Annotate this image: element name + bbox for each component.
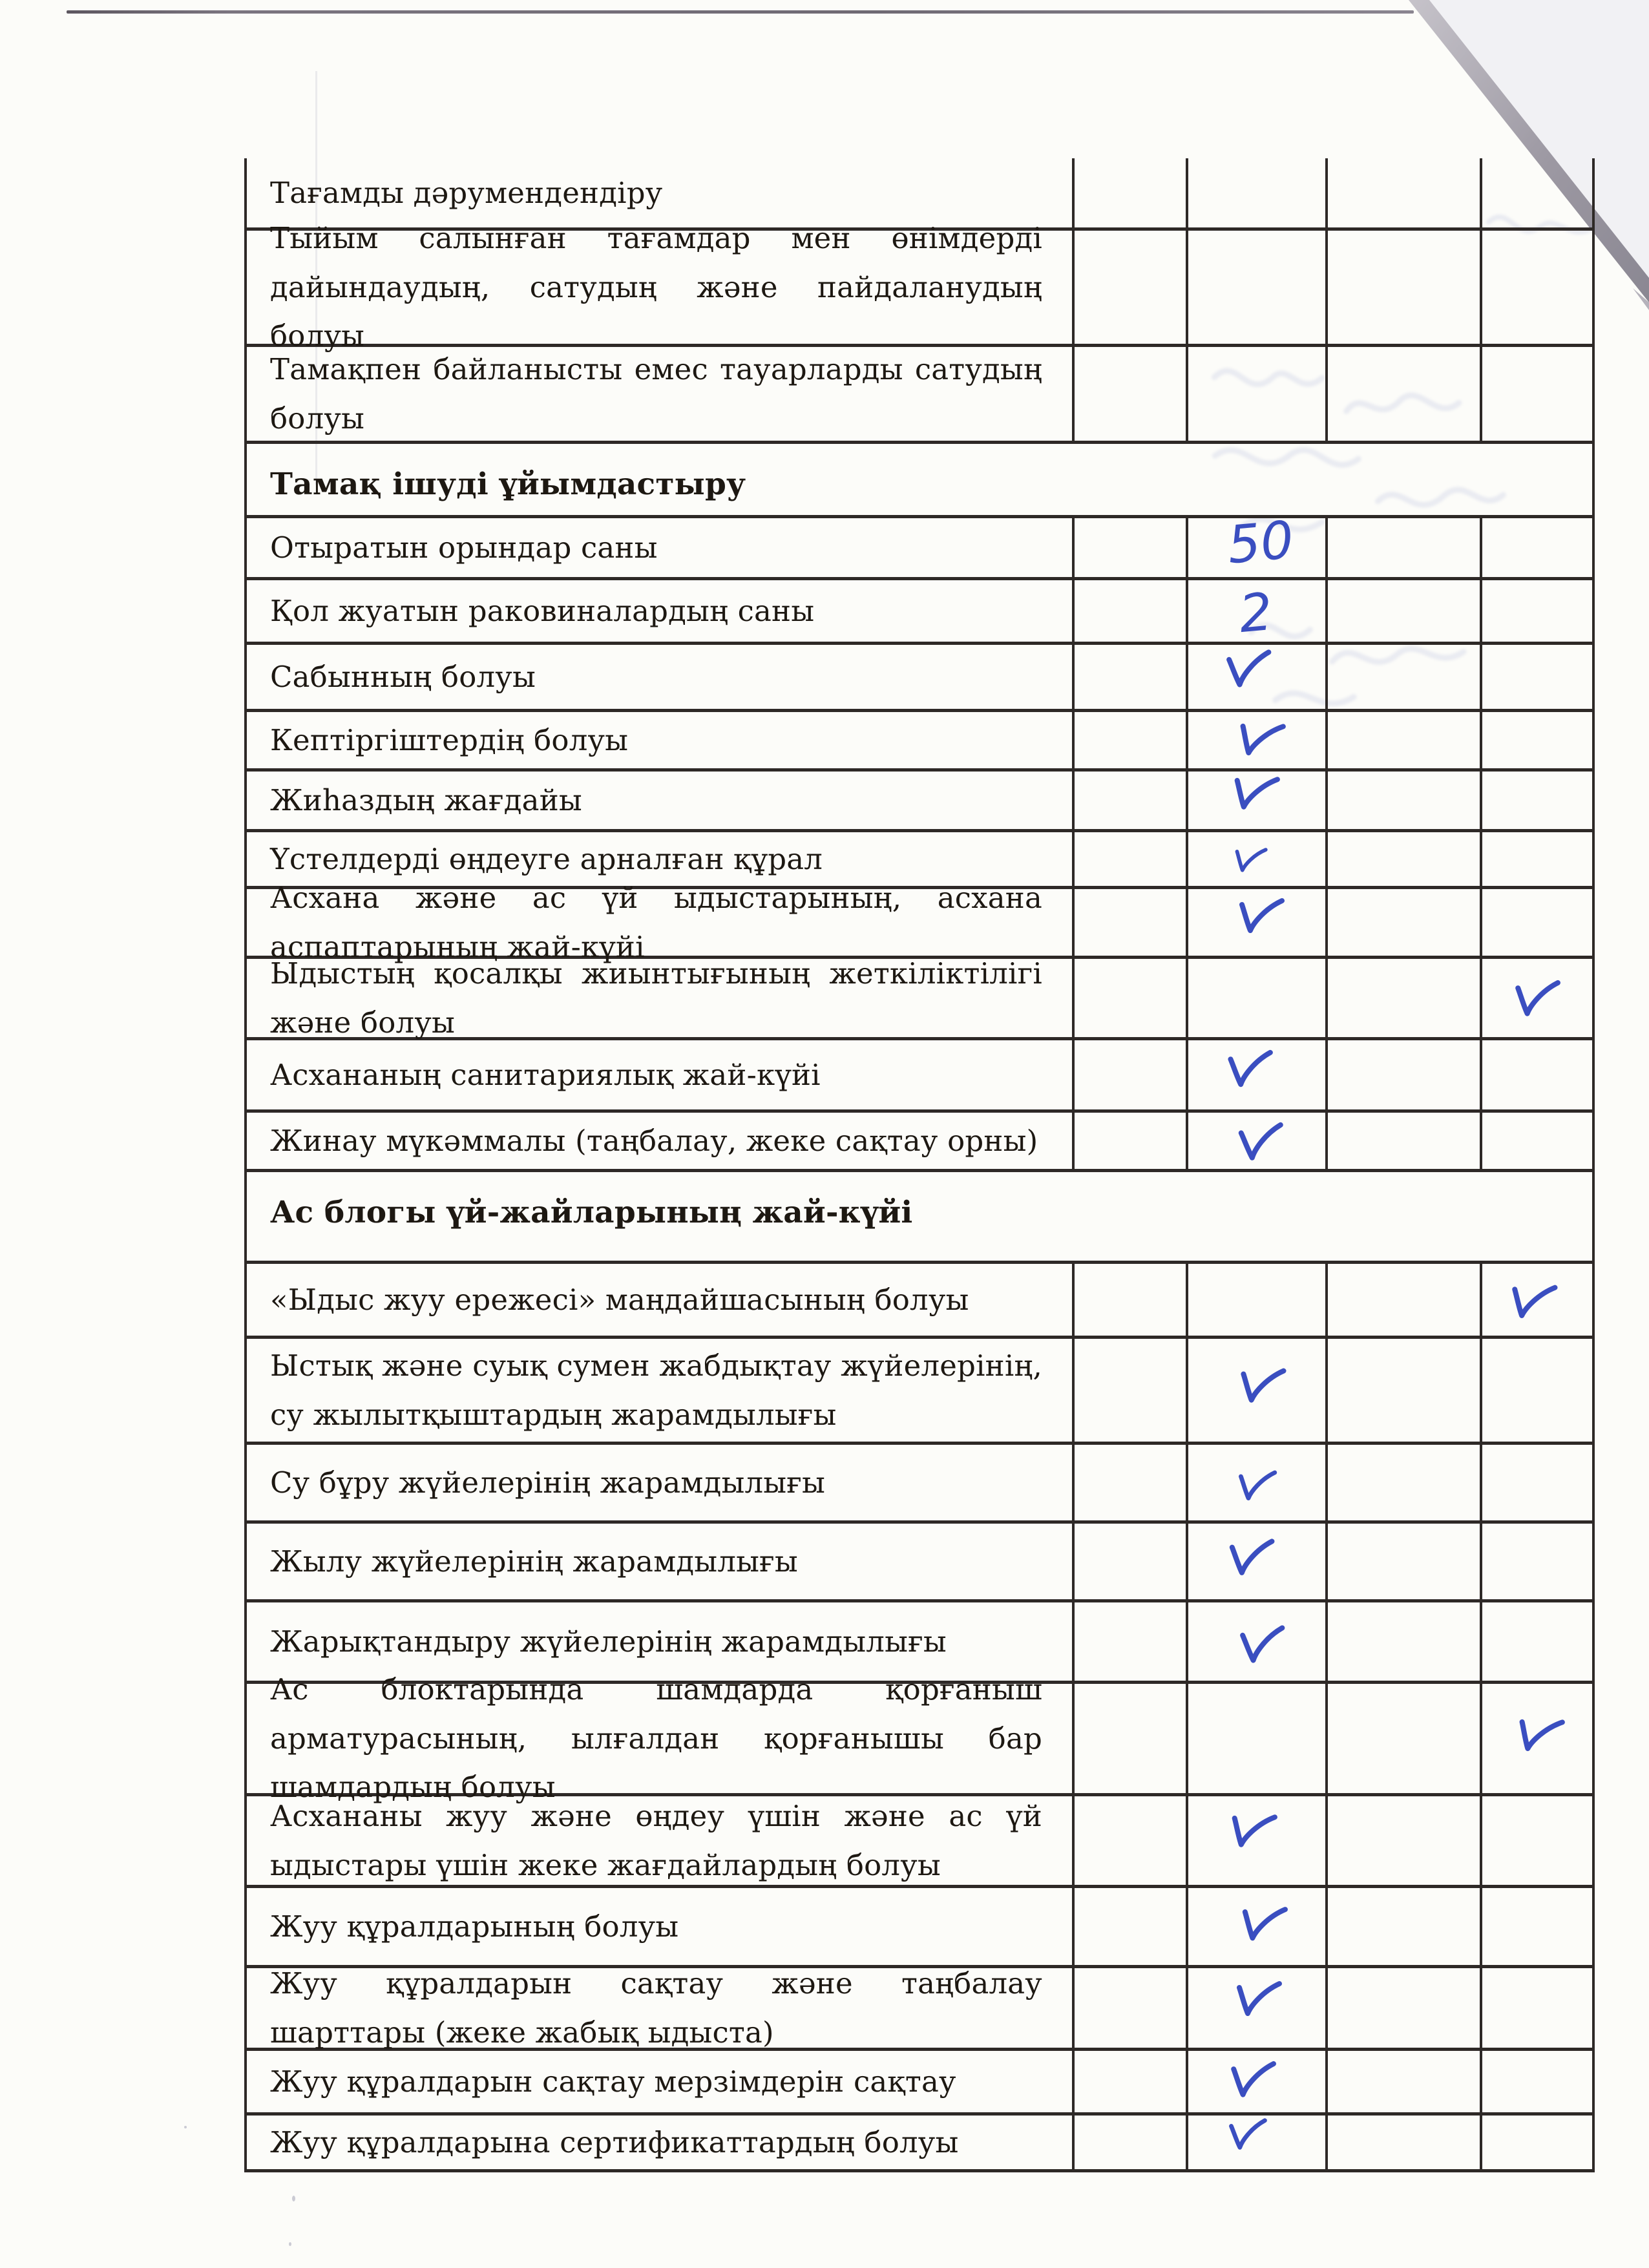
grid-cell	[1072, 889, 1186, 956]
handwritten-check-icon	[1225, 650, 1276, 695]
grid-cell	[1186, 1968, 1325, 2048]
item-label-text: Жуу құралдарының болуы	[270, 1909, 679, 1944]
grid-cell	[1072, 1339, 1186, 1442]
handwritten-check-icon	[1226, 1050, 1277, 1095]
grid-cell	[1480, 1796, 1595, 1885]
grid-cell	[1186, 889, 1325, 956]
scan-top-edge-line	[67, 10, 1414, 14]
item-label-text: Жарықтандыру жүйелерінің жарамдылығы	[270, 1624, 947, 1659]
table-row	[247, 880, 1592, 964]
grid-cell	[1325, 231, 1480, 344]
handwritten-check-icon	[1233, 846, 1269, 879]
item-label-text: Асхананың санитариялық жай-күйі	[270, 1057, 821, 1092]
item-label	[247, 1264, 1072, 1336]
table-row	[247, 1339, 1592, 1445]
grid-cell	[1480, 1445, 1595, 1520]
grid-cell	[1325, 1339, 1480, 1442]
grid-cell	[1186, 347, 1325, 441]
item-label-text: Тыйым салынған тағамдар мен өнімдерді дайындаудың, сатудың және пайдаланудың болуы	[270, 221, 1042, 353]
grid-cell	[1186, 2051, 1325, 2112]
grid-cell	[1072, 1524, 1186, 1599]
grid-cell	[1186, 231, 1325, 344]
grid-cell	[1186, 2116, 1325, 2169]
grid-cell	[1072, 1888, 1186, 1965]
item-label	[247, 1524, 1072, 1599]
table-row	[247, 1672, 1592, 1805]
grid-cell	[1072, 1602, 1186, 1681]
grid-cell	[1325, 580, 1480, 642]
item-label	[247, 518, 1072, 577]
grid-cell	[1480, 518, 1595, 577]
grid-cell	[1480, 231, 1595, 344]
handwritten-check-icon	[1513, 980, 1564, 1025]
table-row	[247, 956, 1592, 1040]
grid-cell	[1072, 1968, 1186, 2048]
item-label	[247, 772, 1072, 829]
table-row	[247, 2116, 1592, 2172]
section-header-row	[247, 444, 1592, 518]
grid-cell	[1480, 347, 1595, 441]
grid-cell	[1480, 645, 1595, 709]
handwritten-number: 50	[1225, 509, 1296, 575]
grid-cell	[1480, 1888, 1595, 1965]
handwritten-check-icon	[1234, 1980, 1285, 2025]
table-row	[247, 221, 1592, 353]
grid-cell	[1072, 712, 1186, 768]
grid-cell	[1325, 1968, 1480, 2048]
grid-cell	[1186, 580, 1325, 642]
section-header-label	[247, 444, 1592, 515]
grid-cell	[1325, 889, 1480, 956]
item-label	[247, 645, 1072, 709]
grid-cell	[1186, 1602, 1325, 1681]
item-label	[247, 1339, 1072, 1442]
grid-cell	[1325, 772, 1480, 829]
scan-speck	[289, 2242, 291, 2246]
grid-cell	[1072, 1684, 1186, 1793]
handwritten-check-icon	[1228, 1812, 1279, 1857]
grid-cell	[1325, 645, 1480, 709]
grid-cell	[1072, 959, 1186, 1037]
grid-cell	[1480, 959, 1595, 1037]
table-row	[247, 1524, 1592, 1602]
grid-cell	[1325, 959, 1480, 1037]
grid-cell	[1072, 1040, 1186, 1109]
grid-cell	[1186, 509, 1325, 577]
table-row	[247, 1796, 1592, 1888]
checklist-table	[244, 158, 1595, 2172]
handwritten-check-icon	[1237, 1123, 1288, 1168]
grid-cell	[1480, 1264, 1595, 1336]
grid-cell	[1072, 645, 1186, 709]
handwritten-check-icon	[1236, 720, 1287, 766]
item-label-text: Жуу құралдарын сақтау және таңбалау шарттары (жеке жабық ыдыста)	[270, 1966, 1042, 2050]
item-label-text: Жинау мүкәммалы (таңбалау, жеке сақтау орны)	[270, 1123, 1038, 1158]
item-label-text: Ыдыстың қосалқы жиынтығының жеткіліктілігі және болуы	[270, 956, 1042, 1040]
grid-cell	[1186, 712, 1325, 768]
item-label-text: Асхана және ас үй ыдыстарының, асхана аспаптарының жай-күйі	[270, 880, 1042, 964]
item-label-text: Тамақпен байланысты емес тауарларды сатудың болуы	[270, 352, 1042, 436]
grid-cell	[1325, 832, 1480, 886]
item-label	[247, 2051, 1072, 2112]
grid-cell	[1186, 832, 1325, 886]
table-row	[247, 2051, 1592, 2116]
grid-cell	[1186, 1888, 1325, 1965]
grid-cell	[1325, 1602, 1480, 1681]
grid-cell	[1480, 889, 1595, 956]
grid-cell	[1072, 772, 1186, 829]
grid-cell	[1480, 158, 1595, 227]
handwritten-check-icon	[1229, 2061, 1279, 2106]
grid-cell	[1186, 1796, 1325, 1885]
table-row	[247, 712, 1592, 772]
item-label-text: Жиһаздың жағдайы	[270, 782, 582, 817]
item-label-text: Жуу құралдарына сертификаттардың болуы	[270, 2125, 959, 2159]
grid-cell	[1480, 2051, 1595, 2112]
table-row	[247, 1264, 1592, 1339]
item-label-text: Сабынның болуы	[270, 659, 536, 694]
item-label	[247, 1445, 1072, 1520]
item-label-text: Тамақ ішуді ұйымдастыру	[270, 467, 746, 502]
grid-cell	[1480, 2116, 1595, 2169]
item-label	[247, 712, 1072, 768]
item-label-text: Жылу жүйелерінің жарамдылығы	[270, 1544, 798, 1579]
item-label-text: Жуу құралдарын сақтау мерзімдерін сақтау	[270, 2064, 956, 2099]
scan-speck	[292, 2196, 295, 2201]
grid-cell	[1072, 2051, 1186, 2112]
section-header-label	[247, 1172, 1592, 1261]
grid-cell	[1186, 1339, 1325, 1442]
grid-cell	[1186, 1684, 1325, 1793]
handwritten-check-icon	[1239, 1626, 1289, 1671]
item-label-text: «Ыдыс жуу ережесі» маңдайшасының болуы	[270, 1282, 969, 1317]
grid-cell	[1325, 158, 1480, 227]
grid-cell	[1480, 712, 1595, 768]
section-header-row	[247, 1172, 1592, 1264]
grid-cell	[1325, 1684, 1480, 1793]
grid-cell	[1480, 772, 1595, 829]
table-row	[247, 1968, 1592, 2051]
item-label	[247, 1040, 1072, 1109]
table-row	[247, 1888, 1592, 1968]
scan-speck	[184, 2126, 187, 2128]
handwritten-check-icon	[1228, 2118, 1270, 2157]
grid-cell	[1072, 347, 1186, 441]
grid-cell	[1186, 1264, 1325, 1336]
grid-cell	[1186, 1040, 1325, 1109]
handwritten-check-icon	[1239, 1905, 1290, 1950]
handwritten-check-icon	[1237, 897, 1287, 942]
grid-cell	[1186, 772, 1325, 829]
grid-cell	[1072, 158, 1186, 227]
item-label-text: Кептіргіштердің болуы	[270, 722, 629, 757]
grid-cell	[1072, 1113, 1186, 1169]
item-label	[247, 221, 1072, 353]
grid-cell	[1186, 1524, 1325, 1599]
handwritten-check-icon	[1509, 1283, 1559, 1328]
item-label-text: Ыстық және суық сумен жабдықтау жүйелерінің, су жылытқыштардың жарамдылығы	[270, 1348, 1042, 1432]
item-label	[247, 1968, 1072, 2048]
item-label	[247, 1672, 1072, 1805]
grid-cell	[1072, 231, 1186, 344]
item-label	[247, 1113, 1072, 1169]
handwritten-number: 2	[1236, 581, 1275, 644]
grid-cell	[1072, 518, 1186, 577]
grid-cell	[1072, 580, 1186, 642]
table-row	[247, 1445, 1592, 1524]
grid-cell	[1480, 832, 1595, 886]
item-label-text: Ас блоктарында шамдарда қорғаныш арматурасының, ылғалдан қорғанышы бар шамдардың болуы	[270, 1672, 1042, 1805]
item-label-text: Тағамды дәрумендендіру	[270, 175, 663, 210]
table-row	[247, 580, 1592, 645]
grid-cell	[1186, 158, 1325, 227]
grid-cell	[1325, 2051, 1480, 2112]
table-row	[247, 347, 1592, 444]
grid-cell	[1325, 1524, 1480, 1599]
grid-cell	[1072, 832, 1186, 886]
grid-cell	[1480, 1339, 1595, 1442]
grid-cell	[1072, 1445, 1186, 1520]
grid-cell	[1480, 1524, 1595, 1599]
item-label	[247, 2116, 1072, 2169]
item-label	[247, 880, 1072, 964]
table-row	[247, 1040, 1592, 1113]
grid-cell	[1480, 1602, 1595, 1681]
table-row	[247, 509, 1592, 580]
grid-cell	[1072, 1264, 1186, 1336]
grid-cell	[1325, 1264, 1480, 1336]
item-label-text: Су бұру жүйелерінің жарамдылығы	[270, 1465, 826, 1500]
item-label	[247, 580, 1072, 642]
grid-cell	[1325, 1040, 1480, 1109]
grid-cell	[1325, 1796, 1480, 1885]
handwritten-check-icon	[1238, 1367, 1288, 1412]
item-label-text: Отыратын орындар саны	[270, 530, 658, 565]
table-row	[247, 645, 1592, 712]
handwritten-check-icon	[1237, 1469, 1279, 1508]
grid-cell	[1325, 1445, 1480, 1520]
item-label-text: Ас блогы үй-жайларының жай-күйі	[270, 1195, 913, 1230]
grid-cell	[1072, 2116, 1186, 2169]
grid-cell	[1480, 1113, 1595, 1169]
grid-cell	[1325, 1888, 1480, 1965]
grid-cell	[1072, 1796, 1186, 1885]
grid-cell	[1325, 2116, 1480, 2169]
grid-cell	[1480, 1684, 1595, 1793]
grid-cell	[1325, 712, 1480, 768]
item-label	[247, 956, 1072, 1040]
handwritten-check-icon	[1231, 774, 1281, 819]
table-row	[247, 1113, 1592, 1172]
grid-cell	[1325, 1113, 1480, 1169]
grid-cell	[1186, 1445, 1325, 1520]
grid-cell	[1186, 959, 1325, 1037]
grid-cell	[1480, 1040, 1595, 1109]
item-label-text: Үстелдерді өңдеуге арналған құрал	[270, 841, 823, 876]
grid-cell	[1186, 1113, 1325, 1169]
grid-cell	[1186, 645, 1325, 709]
item-label-text: Асхананы жуу және өңдеу үшін және ас үй ыдыстары үшін жеке жағдайлардың болуы	[270, 1798, 1042, 1882]
table-row	[247, 772, 1592, 832]
handwritten-check-icon	[1515, 1716, 1566, 1761]
handwritten-check-icon	[1228, 1538, 1278, 1584]
grid-cell	[1325, 347, 1480, 441]
grid-cell	[1325, 518, 1480, 577]
item-label	[247, 1796, 1072, 1885]
item-label	[247, 1888, 1072, 1965]
grid-cell	[1480, 580, 1595, 642]
grid-cell	[1480, 1968, 1595, 2048]
item-label	[247, 347, 1072, 441]
item-label-text: Қол жуатын раковиналардың саны	[270, 593, 815, 628]
